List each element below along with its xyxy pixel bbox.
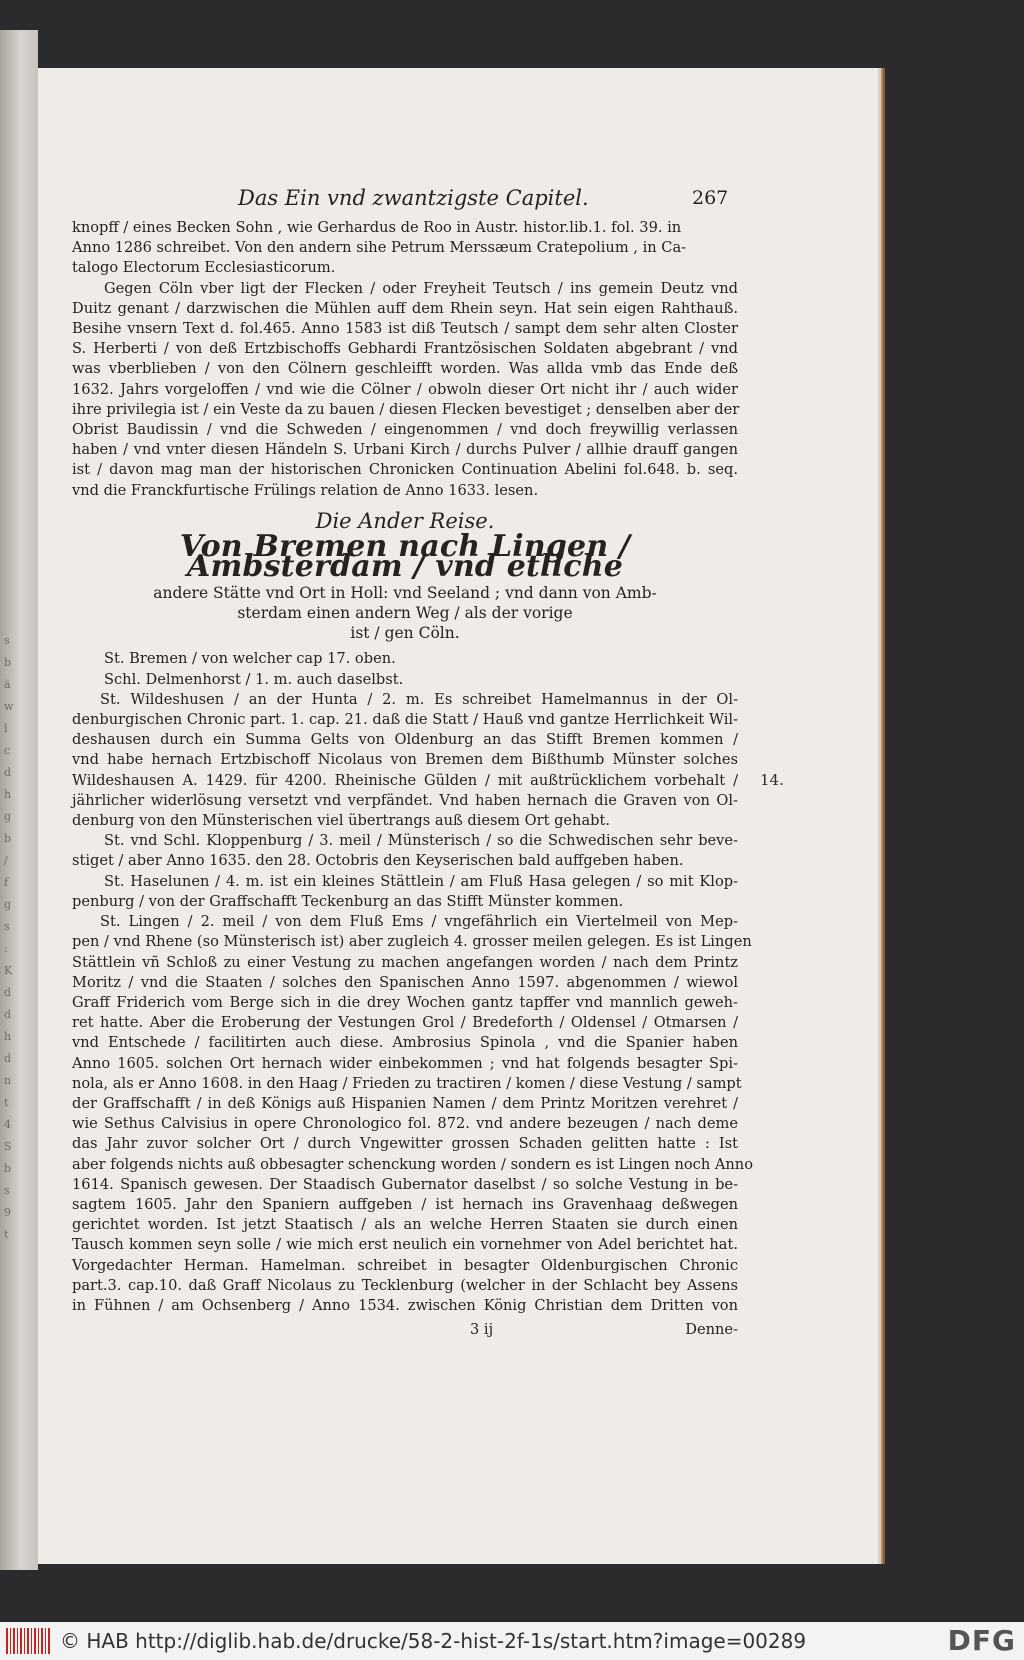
paragraph-haselunen — [72, 872, 738, 912]
page-number: 267 — [692, 187, 729, 209]
text-line: in Fühnen / am Ochsenberg / Anno 1534. zwischen König Christian dem Dritten von — [72, 1296, 738, 1314]
subtitle-line: sterdam einen andern Weg / als der vorige — [237, 604, 573, 623]
dfg-logo: DFG — [947, 1624, 1016, 1657]
text-line: Stättlein vñ Schloß zu einer Vestung zu machen angefangen worden / nach dem Printz — [72, 953, 738, 971]
text-line: part.3. cap.10. daß Graff Nicolaus zu Tecklenburg (welcher in der Schlacht bey Assens — [72, 1276, 738, 1294]
book-page — [38, 68, 878, 1564]
section-title: Die Ander Reise. — [315, 508, 495, 533]
left-page-fragments: s b ä w l c d h g b / f g s : K d d h d n t 4 S b s 9 t — [4, 634, 14, 1241]
text-line: pen / vnd Rhene (so Münsterisch ist) aber zugleich 4. grosser meilen gelegen. Es ist Lingen — [72, 933, 752, 951]
text-line: nola, als er Anno 1608. in den Haag / Frieden zu tractiren / komen / diese Vestung / sampt — [72, 1074, 742, 1092]
text-line: der Graffschafft / in deß Königs auß Hispanien Namen / dem Printz Moritzen verehret / — [72, 1094, 738, 1112]
list-item: Schl. Delmenhorst / 1. m. auch daselbst. — [104, 670, 404, 688]
text-line: St. vnd Schl. Kloppenburg / 3. meil / Münsterisch / so die Schwedischen sehr beve- — [104, 832, 738, 850]
paragraph-kloppenburg — [72, 831, 738, 871]
text-line: Besihe vnsern Text d. fol.465. Anno 1583 ist diß Teutsch / sampt dem sehr alten Closter — [72, 320, 738, 338]
text-line: haben / vnd vnter diesen Händeln S. Urbani Kirch / durchs Pulver / allhie drauff gangen — [72, 441, 738, 459]
list-item: St. Bremen / von welcher cap 17. oben. — [104, 650, 396, 668]
text-line: vnd die Franckfurtische Frülings relation de Anno 1633. lesen. — [72, 481, 539, 499]
subtitle — [72, 583, 738, 643]
subtitle-line: andere Stätte vnd Ort in Holl: vnd Seeland ; vnd dann von Amb- — [153, 584, 657, 603]
margin-note: 14. — [760, 771, 784, 789]
text-line: ist / davon mag man der historischen Chronicken Continuation Abelini fol.648. b. seq. — [72, 461, 738, 479]
page-foot — [72, 1318, 738, 1342]
text-line: Graff Friderich vom Berge sich in die drey Wochen gantz tapffer vnd mannlich geweh- — [72, 993, 738, 1011]
text-line: 1632. Jahrs vorgeloffen / vnd wie die Cölner / obwoln dieser Ort nicht ihr / auch wider — [72, 380, 738, 398]
subtitle-line: ist / gen Cöln. — [350, 624, 460, 643]
text-line: St. Wildeshusen / an der Hunta / 2. m. Es schreibet Hamelmannus in der Ol- — [100, 690, 738, 708]
text-line: Gegen Cöln vber ligt der Flecken / oder Freyheit Teutsch / ins gemein Deutz vnd — [104, 279, 738, 297]
text-line: Anno 1286 schreibet. Von den andern sihe Petrum Merssæum Cratepolium , in Ca- — [72, 239, 687, 257]
paragraph-lingen — [72, 912, 753, 1316]
text-line: sagtem 1605. Jahr den Spaniern auffgeben / ist hernach ins Gravenhaag deßwegen — [72, 1195, 738, 1213]
text-line: S. Herberti / von deß Ertzbischoffs Gebhardi Frantzösischen Soldaten abgebrant / vnd — [72, 340, 738, 358]
text-line: talogo Electorum Ecclesiasticorum. — [72, 259, 336, 277]
text-line: wie Sethus Calvisius in opere Chronologico fol. 872. vnd andere bezeugen / nach deme — [72, 1115, 738, 1133]
text-line: vnd Entschede / facilitirten auch diese. Ambrosius Spinola , vnd die Spanier haben — [72, 1034, 738, 1052]
viewer-footer — [0, 1622, 1024, 1660]
main-title: Von Bremen nach Lingen / Ambsterdam / vnd etliche — [179, 529, 631, 585]
catchword: Denne- — [685, 1321, 738, 1339]
text-line: Obrist Baudissin / vnd die Schweden / eingenommen / vnd doch freywillig verlassen — [72, 421, 738, 439]
text-line: St. Lingen / 2. meil / von dem Fluß Ems / vngefährlich ein Viertelmeil von Mep- — [100, 913, 738, 931]
running-header — [72, 188, 738, 218]
source-url[interactable]: © HAB http://diglib.hab.de/drucke/58-2-hist-2f-1s/start.htm?image=00289 — [60, 1629, 807, 1653]
chapter-title: Das Ein vnd zwantzigste Capitel. — [238, 186, 589, 210]
text-line: was vberblieben / von den Cölnern geschleifft worden. Was allda vmb das Ende deß — [72, 360, 738, 378]
text-line: 1614. Spanisch gewesen. Der Staadisch Gubernator daselbst / so solche Vestung in be- — [72, 1175, 738, 1193]
paragraph-wildeshusen — [72, 690, 738, 831]
text-line: St. Haselunen / 4. m. ist ein kleines Stättlein / am Fluß Hasa gelegen / so mit Klop- — [104, 872, 738, 890]
text-line: Vorgedachter Herman. Hamelman. schreibet in besagter Oldenburgischen Chronic — [72, 1256, 738, 1274]
text-line: das Jahr zuvor solcher Ort / durch Vngewitter grossen Schaden gelitten hatte : Ist — [72, 1135, 738, 1153]
text-line: Tausch kommen seyn solle / wie mich erst neulich ein vornehmer von Adel berichtet hat. — [72, 1236, 738, 1254]
text-line: vnd habe hernach Ertzbischoff Nicolaus von Bremen dem Bißthumb Münster solches — [72, 751, 738, 769]
text-line: deshausen durch ein Summa Gelts von Oldenburg an das Stifft Bremen kommen / — [72, 731, 738, 749]
text-line: ret hatte. Aber die Eroberung der Vestungen Grol / Bredeforth / Oldensel / Otmarsen / — [72, 1014, 738, 1032]
text-line: Duitz genant / darzwischen die Mühlen auff dem Rhein seyn. Hat sein eigen Rahthauß. — [72, 299, 738, 317]
text-line: stiget / aber Anno 1635. den 28. Octobris den Keyserischen bald auffgeben haben. — [72, 852, 684, 870]
text-line: knopff / eines Becken Sohn , wie Gerhardus de Roo in Austr. histor.lib.1. fol. 39. in — [72, 219, 682, 236]
paragraph-2 — [72, 279, 738, 501]
text-line: aber folgends nichts auß obbesagter schenckung worden / sondern es ist Lingen noch Anno — [72, 1155, 753, 1173]
text-line: Moritz / vnd die Staaten / solches den Spanischen Anno 1597. abgenommen / wiewol — [72, 973, 738, 991]
text-line: penburg / von der Graffschafft Teckenburg an das Stifft Münster kommen. — [72, 892, 624, 910]
page-text — [72, 186, 753, 1342]
signature-mark: 3 ij — [470, 1321, 494, 1339]
text-line: denburg von den Münsterischen viel übertrangs auß diesem Ort gehabt. — [72, 812, 610, 830]
text-line: Anno 1605. solchen Ort hernach wider einbekommen ; vnd hat folgends besagter Spi- — [72, 1054, 738, 1072]
text-line: gerichtet worden. Ist jetzt Staatisch / als an welche Herren Staaten sie durch einen — [72, 1216, 738, 1234]
left-page-edge — [0, 30, 38, 1570]
paragraph-1 — [72, 218, 738, 279]
hab-logo-icon — [6, 1628, 50, 1654]
text-line: Wildeshausen A. 1429. für 4200. Rheinische Gülden / mit außtrücklichem vorbehalt / — [72, 771, 738, 789]
text-line: ihre privilegia ist / ein Veste da zu bauen / diesen Flecken bevestiget ; denselben aber der — [72, 400, 740, 418]
text-line: jährlicher widerlösung versetzt vnd verpfändet. Vnd haben hernach die Graven von Ol- — [72, 791, 738, 809]
text-line: denburgischen Chronic part. 1. cap. 21. daß die Statt / Hauß vnd gantze Herrlichkeit Wil- — [72, 711, 738, 729]
stations-list — [72, 649, 738, 689]
